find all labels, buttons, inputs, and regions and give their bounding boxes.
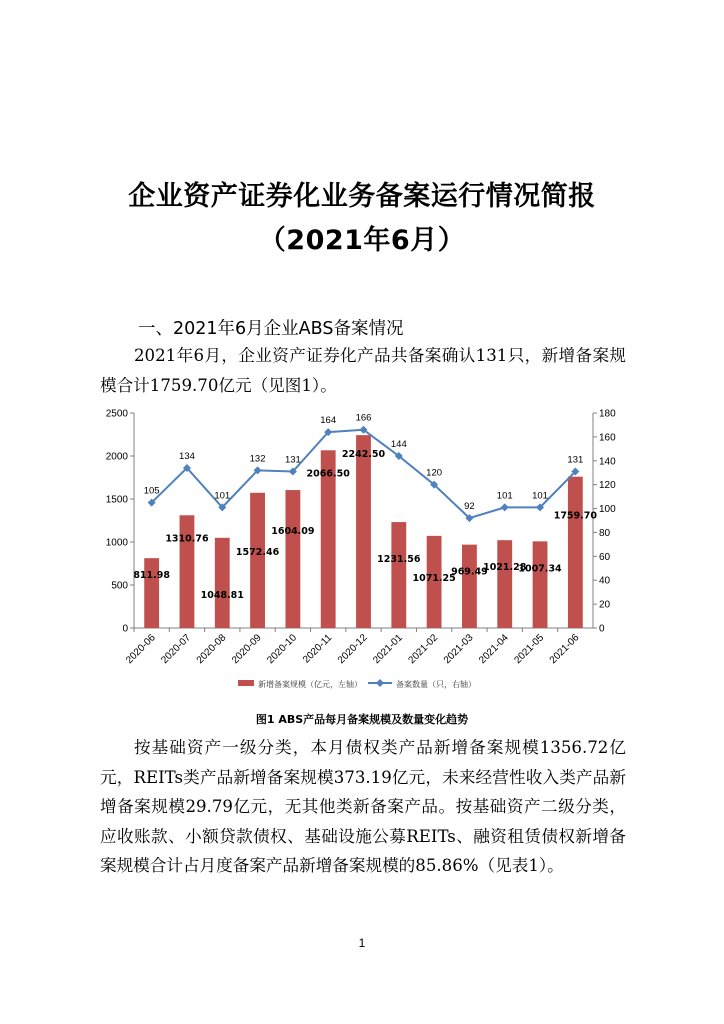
- x-tick-label: 2021-02: [406, 632, 441, 667]
- bar-2020-08: [215, 538, 230, 628]
- right-tick-label: 40: [599, 575, 611, 587]
- bar-2020-07: [180, 515, 195, 628]
- left-tick-label: 500: [111, 580, 128, 592]
- bar-value-label: 1231.56: [377, 554, 421, 566]
- bar-2020-10: [285, 490, 300, 628]
- left-tick-label: 0: [122, 623, 128, 635]
- x-tick-label: 2021-04: [477, 632, 511, 667]
- bar-value-label: 1759.70: [553, 510, 597, 522]
- bar-value-label: 1310.76: [165, 533, 209, 545]
- x-tick-label: 2021-01: [371, 632, 405, 667]
- count-label: 166: [355, 412, 372, 424]
- bar-value-label: 1071.25: [412, 572, 456, 584]
- left-tick-label: 2500: [105, 408, 128, 420]
- right-tick-label: 160: [599, 432, 616, 444]
- count-label: 134: [179, 450, 195, 462]
- count-label: 132: [249, 453, 266, 465]
- bar-2020-06: [144, 558, 159, 628]
- document-title: 企业资产证券化业务备案运行情况简报: [128, 181, 596, 212]
- left-tick-label: 1000: [105, 537, 128, 549]
- count-label: 105: [143, 485, 160, 497]
- x-tick-label: 2020-12: [335, 632, 370, 667]
- paragraph-classification: 按基础资产一级分类，本月债权类产品新增备案规模1356.72亿元，REITs类产品新增备案规模373.19亿元，未来经营性收入类产品新增备案规模29.79亿元，无其他类新备案产品。按基础资产二级分类，应收账款、小额贷款债权、基础设施公募REITs、融资租赁债权新增备案规模合计占月度备案产品新增备案规模的85.86%（见表1）。: [100, 738, 626, 876]
- bar-value-label: 1007.34: [518, 563, 562, 575]
- count-label: 144: [390, 439, 407, 450]
- bar-value-label: 1572.46: [235, 546, 280, 558]
- x-tick-label: 2020-08: [194, 632, 229, 667]
- x-tick-label: 2021-05: [512, 632, 547, 667]
- right-tick-label: 80: [599, 527, 611, 539]
- bar-value-label: 1604.09: [271, 526, 315, 538]
- left-tick-label: 2000: [105, 451, 128, 463]
- bar-2021-01: [391, 522, 406, 628]
- x-tick-label: 2020-09: [229, 632, 264, 667]
- legend-line-label: 备案数量（只，右轴）: [396, 680, 476, 689]
- legend-bar-label: 新增备案规模（亿元，左轴）: [258, 680, 362, 689]
- right-tick-label: 140: [599, 456, 616, 468]
- bar-value-label: 969.49: [451, 566, 488, 578]
- bar-value-label: 811.98: [133, 570, 170, 582]
- count-label: 101: [496, 490, 513, 502]
- legend-bar-swatch: [238, 680, 254, 686]
- left-tick-label: 1500: [105, 494, 128, 506]
- right-tick-label: 20: [599, 599, 611, 611]
- right-tick-label: 60: [599, 551, 611, 563]
- bar-2020-09: [250, 493, 265, 628]
- count-label: 101: [214, 490, 231, 502]
- legend-line-marker: [376, 679, 384, 687]
- bar-value-label: 1021.28: [483, 562, 527, 574]
- x-tick-label: 2020-10: [265, 632, 300, 667]
- section-heading: 一、2021年6月企业ABS备案情况: [138, 319, 404, 339]
- bar-2021-03: [462, 545, 477, 628]
- x-tick-label: 2020-06: [124, 632, 158, 667]
- count-label: 164: [320, 415, 337, 427]
- right-tick-label: 100: [599, 504, 616, 516]
- bar-2021-05: [533, 541, 548, 628]
- count-label: 101: [532, 490, 548, 502]
- bar-value-label: 2066.50: [306, 468, 350, 480]
- x-tick-label: 2021-06: [547, 632, 582, 667]
- figure-caption: 图1 ABS产品每月备案规模及数量变化趋势: [255, 713, 469, 726]
- count-label: 120: [426, 467, 443, 479]
- count-label: 131: [567, 454, 584, 466]
- count-label: 131: [284, 454, 301, 466]
- bar-value-label: 2242.50: [341, 449, 386, 461]
- abs-monthly-chart: [96, 400, 626, 705]
- count-label: 92: [464, 501, 475, 513]
- bar-2021-06: [568, 477, 583, 628]
- paragraph-summary: 2021年6月，企业资产证券化产品共备案确认131只，新增备案规模合计1759.70亿元（见图1）。: [100, 346, 626, 395]
- bar-value-label: 1048.81: [200, 589, 244, 601]
- document-subtitle: （2021年6月）: [258, 225, 466, 256]
- page-number: 1: [358, 936, 366, 950]
- x-tick-label: 2021-03: [441, 632, 476, 667]
- count-point-2021-04: [501, 503, 509, 511]
- x-tick-label: 2020-11: [301, 632, 335, 666]
- right-tick-label: 120: [599, 480, 616, 492]
- right-tick-label: 0: [599, 623, 605, 635]
- x-tick-label: 2020-07: [159, 632, 194, 667]
- bar-2021-04: [497, 540, 512, 628]
- right-tick-label: 180: [599, 408, 616, 420]
- bar-2020-12: [356, 435, 371, 628]
